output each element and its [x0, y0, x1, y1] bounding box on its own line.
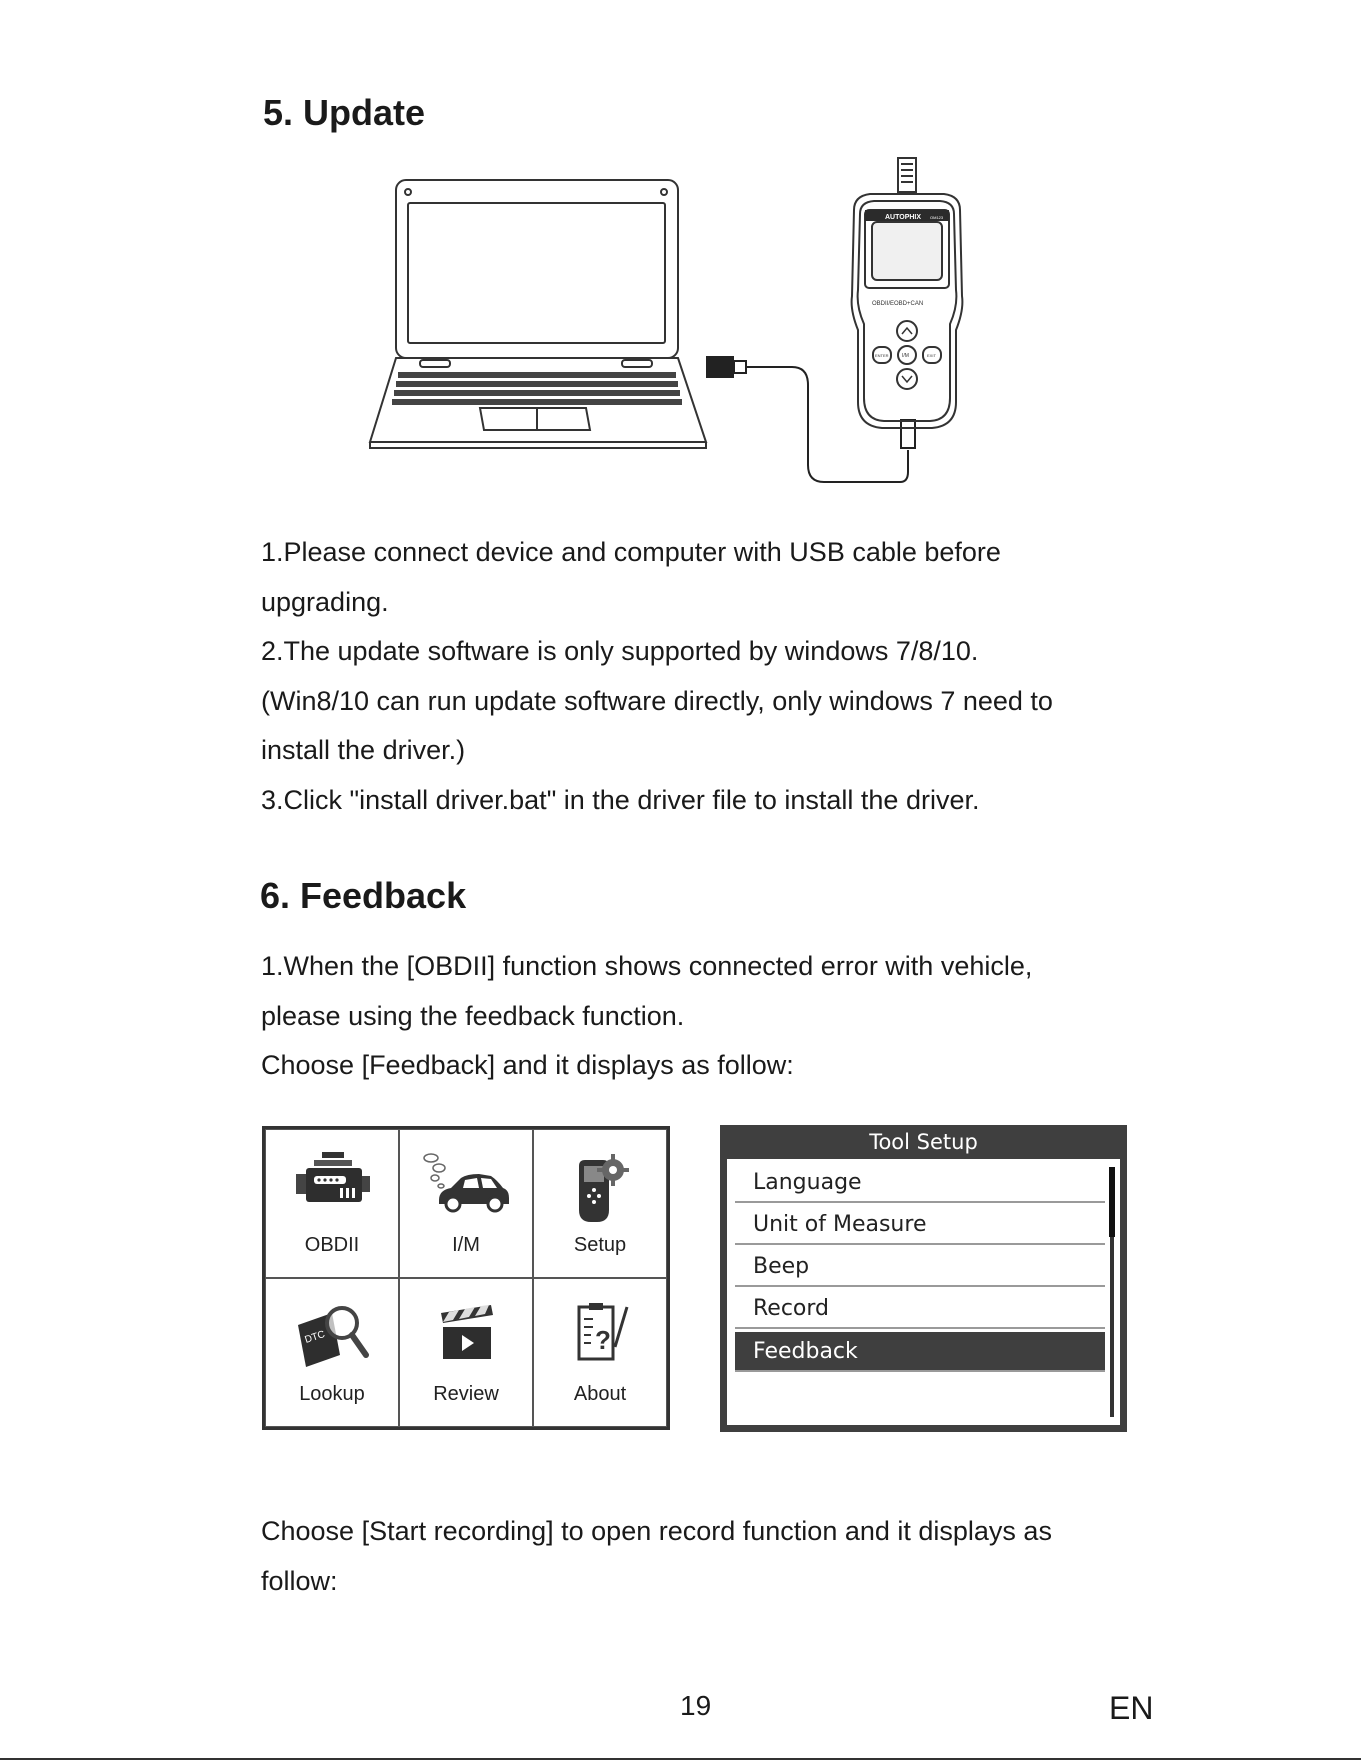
svg-text:?: ? — [595, 1325, 611, 1355]
svg-text:ENTER: ENTER — [875, 353, 889, 358]
tool-item-language[interactable]: Language — [735, 1163, 1105, 1203]
tool-setup-title: Tool Setup — [869, 1130, 978, 1154]
svg-text:OM123: OM123 — [930, 215, 944, 220]
dtc-lookup-magnifier-icon — [292, 1299, 372, 1371]
menu-item-lookup[interactable]: DTC Lookup — [265, 1278, 399, 1427]
svg-text:EXIT: EXIT — [927, 353, 936, 358]
mini-usb-plug-icon — [901, 420, 915, 448]
usb-cable — [745, 367, 908, 482]
tool-item-unit-of-measure[interactable]: Unit of Measure — [735, 1205, 1105, 1245]
car-emission-icon — [421, 1150, 511, 1216]
menu-item-obdii[interactable]: OBDII — [265, 1129, 399, 1278]
tool-item-feedback[interactable]: Feedback — [735, 1332, 1105, 1372]
feedback-instructions: 1.When the [OBDII] function shows connected error with vehicle, please using the feedback function. Choose [Feedback] and it displays as follow: — [261, 951, 1033, 1080]
usb-plug-icon — [706, 356, 734, 378]
menu-item-im[interactable]: I/M — [399, 1129, 533, 1278]
section-title-update: 5. Update — [263, 92, 426, 133]
device-screen-label: OBDII/EOBD+CAN — [872, 301, 924, 307]
laptop-icon — [370, 180, 706, 448]
tool-item-beep[interactable]: Beep — [735, 1247, 1105, 1287]
clipboard-question-icon — [565, 1299, 635, 1365]
clapperboard-play-icon — [431, 1299, 501, 1365]
menu-item-about[interactable]: ? About — [533, 1278, 667, 1427]
tool-item-record[interactable]: Record — [735, 1289, 1105, 1329]
scanner-device-icon — [852, 158, 963, 428]
update-instructions: 1.Please connect device and computer with USB cable before upgrading. 2.The update software is only supported by windows 7/8/10. (Win8/10 can run update software directly, only windows 7 need to install the driver.) 3.Click "install driver.bat" in the driver file to install the driver. — [261, 537, 1053, 815]
keyboard-keys — [392, 372, 682, 405]
language-code: EN — [1109, 1690, 1154, 1726]
menu-item-review[interactable]: Review — [399, 1278, 533, 1427]
page-bottom-rule — [0, 1758, 1361, 1760]
svg-text:I/M: I/M — [902, 353, 909, 359]
main-menu-screen — [262, 1126, 670, 1430]
menu-item-setup[interactable]: Setup — [533, 1129, 667, 1278]
tool-setup-list — [727, 1159, 1120, 1425]
device-brand-text: AUTOPHIX — [885, 214, 922, 221]
page-number: 19 — [680, 1690, 712, 1721]
laptop-device-illustration — [360, 150, 1000, 490]
section-title-feedback: 6. Feedback — [260, 875, 467, 916]
scrollbar-thumb[interactable] — [1109, 1167, 1115, 1237]
setup-device-gear-icon — [565, 1150, 635, 1226]
tool-setup-scrollbar[interactable] — [1110, 1167, 1114, 1417]
svg-text:DTC: DTC — [303, 1329, 327, 1346]
engine-icon — [292, 1150, 372, 1214]
tool-setup-screen — [720, 1125, 1127, 1432]
recording-instructions: Choose [Start recording] to open record function and it displays as follow: — [261, 1516, 1052, 1596]
